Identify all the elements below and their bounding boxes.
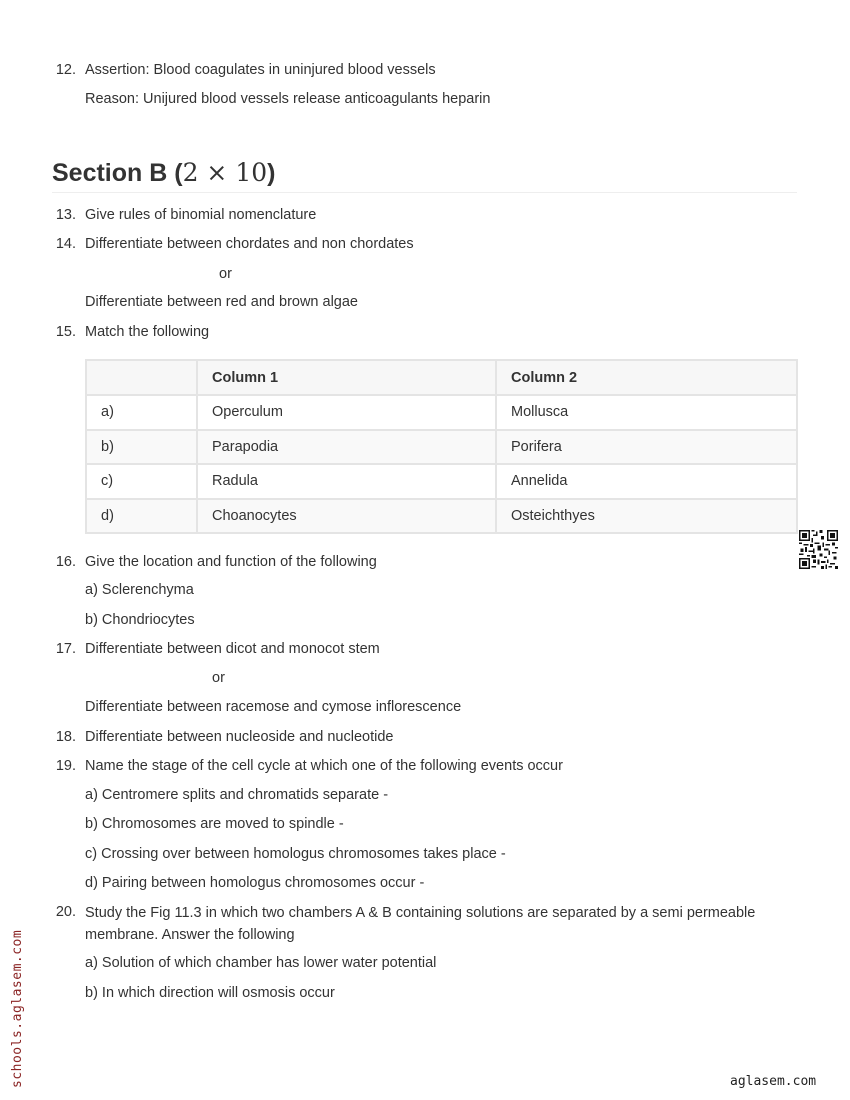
question-subpart: a) Sclerenchyma <box>85 582 194 598</box>
table-cell: a) <box>86 395 197 430</box>
question-assertion: Assertion: Blood coagulates in uninjured blood vessels <box>85 62 436 78</box>
or-separator: or <box>212 670 225 686</box>
table-row <box>86 499 797 534</box>
question-subpart: b) Chondriocytes <box>85 612 195 628</box>
table-row <box>86 464 797 499</box>
question-number: 14. <box>55 236 76 252</box>
question-number: 19. <box>55 758 76 774</box>
section-title: Section B ( <box>52 159 183 187</box>
section-marks-math: 2 × 10 <box>182 158 268 187</box>
table-cell: Choanocytes <box>197 499 496 534</box>
footer-watermark-link[interactable]: aglasem.com <box>730 1074 817 1089</box>
table-header-row <box>86 360 797 395</box>
question-subpart: a) Centromere splits and chromatids separate - <box>85 787 389 803</box>
question-alternative: Differentiate between red and brown algae <box>85 294 359 310</box>
question-number: 15. <box>55 324 76 340</box>
table-cell: c) <box>86 464 197 499</box>
table-row <box>86 395 797 430</box>
question-alternative: Differentiate between racemose and cymose inflorescence <box>85 699 462 715</box>
question-reason: Reason: Unijured blood vessels release anticoagulants heparin <box>85 91 491 107</box>
table-cell: b) <box>86 430 197 465</box>
table-cell: Radula <box>197 464 496 499</box>
table-cell: Porifera <box>496 430 797 465</box>
question-text: Differentiate between chordates and non chordates <box>85 236 414 252</box>
section-heading <box>52 154 797 193</box>
question-subpart: c) Crossing over between homologus chromosomes takes place - <box>85 846 506 862</box>
qr-code-icon[interactable] <box>799 530 838 569</box>
question-number: 12. <box>55 62 76 78</box>
question-text: Study the Fig 11.3 in which two chambers A & B containing solutions are separated by a semi permeable membrane. Answer the following <box>85 905 756 943</box>
table-cell: d) <box>86 499 197 534</box>
table-cell: Mollusca <box>496 395 797 430</box>
question-subpart: b) Chromosomes are moved to spindle - <box>85 816 344 832</box>
table-cell: Annelida <box>496 464 797 499</box>
question-number: 20. <box>55 904 76 920</box>
table-cell: Parapodia <box>197 430 496 465</box>
table-cell: Osteichthyes <box>496 499 797 534</box>
question-text: Give the location and function of the following <box>85 554 377 570</box>
side-watermark-link[interactable]: schools.aglasem.com <box>10 929 25 1088</box>
question-number: 18. <box>55 729 76 745</box>
table-header-cell: Column 2 <box>496 360 797 395</box>
question-text: Name the stage of the cell cycle at which one of the following events occur <box>85 758 563 774</box>
or-separator: or <box>219 266 232 282</box>
question-text: Give rules of binomial nomenclature <box>85 207 317 223</box>
section-title-close: ) <box>267 159 276 187</box>
question-number: 17. <box>55 641 76 657</box>
table-cell: Operculum <box>197 395 496 430</box>
question-number: 16. <box>55 554 76 570</box>
match-table <box>85 359 798 534</box>
table-header-cell <box>86 360 197 395</box>
table-header-cell: Column 1 <box>197 360 496 395</box>
question-subpart: a) Solution of which chamber has lower water potential <box>85 955 437 971</box>
question-text: Differentiate between nucleoside and nucleotide <box>85 729 394 745</box>
question-text: Differentiate between dicot and monocot stem <box>85 641 380 657</box>
question-number: 13. <box>55 207 76 223</box>
question-subpart: b) In which direction will osmosis occur <box>85 985 335 1001</box>
question-text: Match the following <box>85 324 210 340</box>
question-subpart: d) Pairing between homologus chromosomes occur - <box>85 875 425 891</box>
table-row <box>86 430 797 465</box>
